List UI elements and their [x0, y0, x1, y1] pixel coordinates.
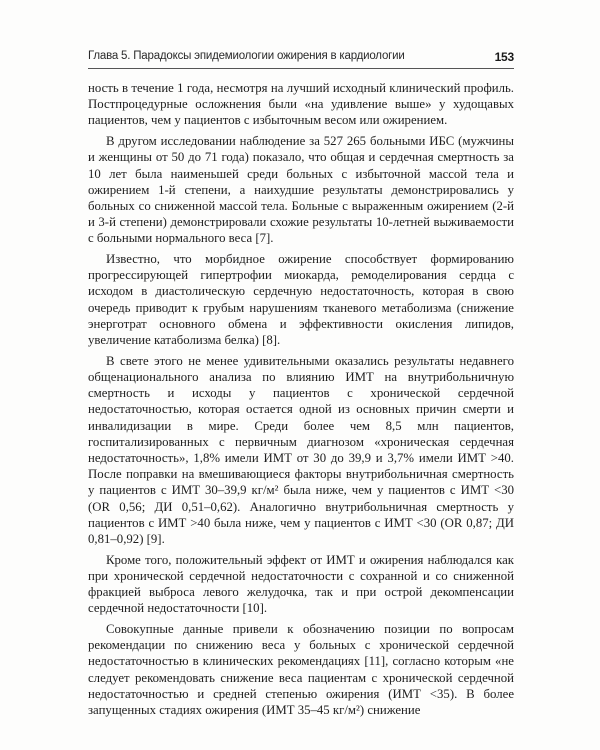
- chapter-title: Глава 5. Парадоксы эпидемиологии ожирения в кардиологии: [88, 50, 405, 62]
- paragraph: В другом исследовании наблюдение за 527 265 больными ИБС (мужчины и женщины от 50 до 71 года) показало, что общая и сердечная смертность за 10 лет была наименьшей среди больных с избыточной массой тела и ожирением 1-й степени, а наихудшие результаты демонстрировались у больных со сниженной массой тела. Больные с выраженным ожирением (2-й и 3-й степени) демонстрировали схожие результаты 10-летней выживаемости с больными нормального веса [7].: [88, 134, 514, 246]
- running-head: [88, 50, 514, 68]
- paragraph: Совокупные данные привели к обозначению позиции по вопросам рекомендации по снижению веса у больных с хронической сердечной недостаточностью в клинических рекомендациях [11], согласно которым «не следует рекомендовать снижение веса пациентам с хронической сердечной недостаточностью и средней степенью ожирения (ИМТ <35). В более запущенных стадиях ожирения (ИМТ 35–45 кг/м²) снижение: [88, 622, 514, 718]
- page-number: 153: [494, 50, 514, 64]
- header-divider: [88, 68, 514, 69]
- paragraph: В свете этого не менее удивительными оказались результаты недавнего общенационального анализа по влиянию ИМТ на внутрибольничную смертность и исходы у пациентов с хронической сердечной недостаточностью, которая остается одной из основных причин смерти и инвалидизации в мире. Среди более чем 8,5 млн пациентов, госпитализированных с первичным диагнозом «хроническая сердечная недостаточность», 1,8% имели ИМТ от 30 до 39,9 и 3,7% имели ИМТ >40. После поправки на вмешивающиеся факторы внутрибольничная смертность у пациентов с ИМТ 30–39,9 кг/м² была ниже, чем у пациентов с ИМТ <30 (OR 0,56; ДИ 0,51–0,62). Аналогично внутрибольничная смертность у пациентов с ИМТ >40 была ниже, чем у пациентов с ИМТ <30 (OR 0,87; ДИ 0,81–0,92) [9].: [88, 353, 514, 546]
- paragraph: Известно, что морбидное ожирение способствует формированию прогрессирующей гипертрофии миокарда, ремоделирования сердца с исходом в диастолическую сердечную недостаточность, которая в свою очередь приводит к грубым нарушениям тканевого метаболизма (снижение энерготрат основного обмена и эффективности окисления липидов, увеличение катаболизма белка) [8].: [88, 252, 514, 348]
- body-text: [88, 80, 514, 723]
- paragraph: Кроме того, положительный эффект от ИМТ и ожирения наблюдался как при хронической сердечной недостаточности с сохранной и со сниженной фракцией выброса левого желудочка, так и при острой декомпенсации сердечной недостаточности [10].: [88, 552, 514, 616]
- paragraph-continuation: ность в течение 1 года, несмотря на лучший исходный клинический профиль. Постпроцедурные осложнения были «на удивление выше» у худощавых пациентов, чем у пациентов с избыточным весом или ожирением.: [88, 81, 514, 128]
